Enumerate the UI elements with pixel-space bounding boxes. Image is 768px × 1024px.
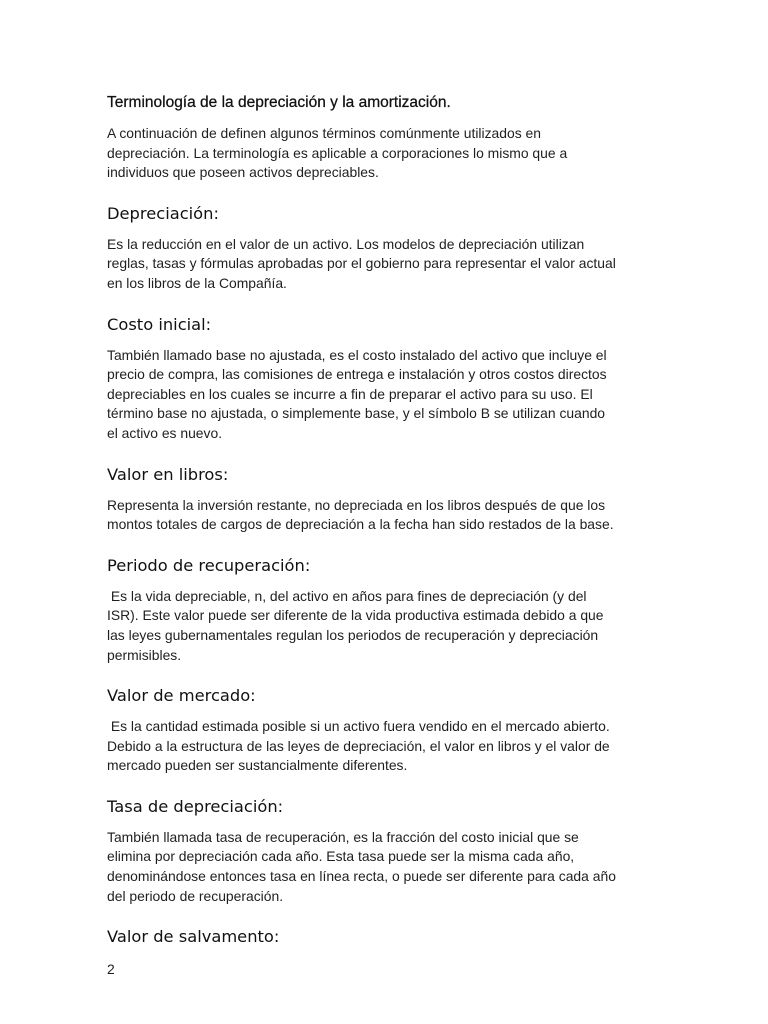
section-depreciacion — [107, 203, 667, 294]
section-heading: Depreciación: — [107, 203, 219, 223]
section-heading: Valor en libros: — [107, 464, 229, 484]
section-valor-en-libros — [107, 464, 667, 535]
section-heading: Valor de mercado: — [107, 686, 256, 706]
section-valor-de-salvamento — [107, 926, 667, 948]
intro-paragraph: A continuación de definen algunos términos comúnmente utilizados en depreciación. La terminología es aplicable a corporaciones lo mismo que a individuos que poseen activos depreciables. — [107, 125, 568, 181]
section-heading: Valor de salvamento: — [107, 927, 280, 947]
section-heading: Tasa de depreciación: — [107, 796, 284, 816]
section-heading: Costo inicial: — [107, 314, 212, 334]
document-title: Terminología de la depreciación y la amortización. — [107, 94, 451, 111]
section-body: Es la vida depreciable, n, del activo en años para fines de depreciación (y del ISR). Este valor puede ser diferente de la vida productiva estimada debido a que las leyes gubernamentales regulan los periodos de recuperación y depreciación permisibles. — [107, 587, 604, 663]
section-body: Representa la inversión restante, no depreciada en los libros después de que los montos totales de cargos de depreciación a la fecha han sido restados de la base. — [107, 496, 614, 533]
section-body: También llamada tasa de recuperación, es la fracción del costo inicial que se elimina por depreciación cada año. Esta tasa puede ser la misma cada año, denominándose entonces tasa en línea recta, o puede ser diferente para cada año del periodo de recuperación. — [107, 828, 616, 904]
section-body: También llamado base no ajustada, es el costo instalado del activo que incluye el precio de compra, las comisiones de entrega e instalación y otros costos directos depreciables en los cuales se incurre a fin de preparar el activo para su uso. El término base no ajustada, o simplemente base, y el símbolo B se utilizan cuando el activo es nuevo. — [107, 346, 607, 441]
section-body: Es la cantidad estimada posible si un activo fuera vendido en el mercado abierto. Debido a la estructura de las leyes de depreciación, el valor en libros y el valor de mercado pueden ser sustancialmente diferentes. — [107, 718, 610, 774]
section-costo-inicial — [107, 314, 667, 444]
section-body: Es la reducción en el valor de un activo. Los modelos de depreciación utilizan reglas, tasas y fórmulas aprobadas por el gobierno para representar el valor actual en los libros de la Compañía. — [107, 235, 616, 291]
section-valor-de-mercado — [107, 685, 667, 776]
page-number: 2 — [107, 961, 115, 977]
section-tasa-de-depreciacion — [107, 796, 667, 906]
section-periodo-de-recuperacion — [107, 555, 667, 665]
document-page — [107, 93, 667, 958]
section-heading: Periodo de recuperación: — [107, 555, 311, 575]
